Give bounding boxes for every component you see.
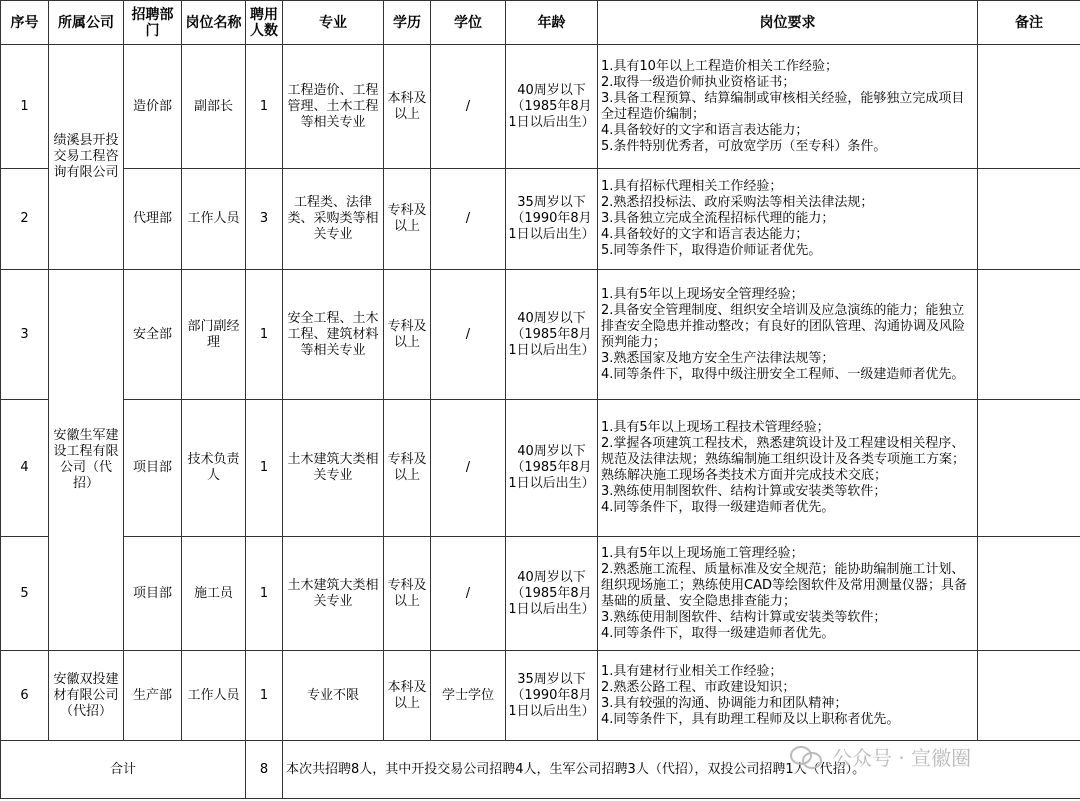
requirement-line: 1.具有招标代理相关工作经验； bbox=[601, 179, 783, 194]
cell-note bbox=[978, 651, 1080, 741]
cell-no: 6 bbox=[1, 651, 49, 741]
wechat-logo-icon bbox=[790, 744, 824, 770]
cell-requirements bbox=[598, 169, 978, 270]
cell-education: 专科及以上 bbox=[384, 270, 431, 400]
header-dept: 招聘部门 bbox=[124, 1, 182, 45]
cell-major: 专业不限 bbox=[283, 651, 384, 741]
cell-no: 1 bbox=[1, 45, 49, 169]
requirement-line: 5.条件特别优秀者，可放宽学历（至专科）条件。 bbox=[601, 138, 887, 154]
cell-age: 35周岁以下（1990年8月1日以后出生） bbox=[506, 651, 598, 741]
cell-no: 4 bbox=[1, 400, 49, 537]
cell-requirements bbox=[598, 45, 978, 169]
header-major: 专业 bbox=[283, 1, 384, 45]
cell-note bbox=[978, 270, 1080, 400]
cell-degree: / bbox=[431, 270, 506, 400]
requirement-line: 4.具备较好的文字和语言表达能力； bbox=[601, 227, 809, 242]
table-row bbox=[1, 270, 1080, 400]
cell-dept: 安全部 bbox=[124, 270, 182, 400]
cell-major: 土木建筑大类相关专业 bbox=[283, 400, 384, 537]
requirement-line: 2.具备安全管理制度、组织安全培训及应急演练的能力；能独立排查安全隐患并推动整改；有良好的团队管理、沟通协调及风险预判能力； bbox=[601, 302, 966, 350]
requirement-line: 4.具备较好的文字和语言表达能力； bbox=[601, 122, 809, 138]
cell-education: 本科及以上 bbox=[384, 651, 431, 741]
requirement-line: 3.熟练使用制图软件、结构计算或安装类等软件； bbox=[601, 609, 887, 625]
header-education: 学历 bbox=[384, 1, 431, 45]
cell-count: 1 bbox=[246, 537, 283, 651]
cell-position: 技术负责人 bbox=[182, 400, 246, 537]
cell-major: 土木建筑大类相关专业 bbox=[283, 537, 384, 651]
requirement-line: 1.具有建材行业相关工作经验； bbox=[601, 663, 783, 679]
requirement-line: 3.熟悉国家及地方安全生产法律法规等； bbox=[601, 350, 835, 366]
cell-count: 1 bbox=[246, 651, 283, 741]
cell-count: 1 bbox=[246, 45, 283, 169]
cell-major: 安全工程、土木工程、建筑材料等相关专业 bbox=[283, 270, 384, 400]
cell-age: 40周岁以下（1985年8月1日以后出生） bbox=[506, 45, 598, 169]
cell-age: 40周岁以下（1985年8月1日以后出生） bbox=[506, 537, 598, 651]
cell-count: 1 bbox=[246, 270, 283, 400]
cell-position: 施工员 bbox=[182, 537, 246, 651]
cell-requirements bbox=[598, 651, 978, 741]
cell-age: 35周岁以下（1990年8月1日以后出生） bbox=[506, 169, 598, 270]
table-row bbox=[1, 537, 1080, 651]
header-count: 聘用人数 bbox=[246, 1, 283, 45]
requirement-line: 4.同等条件下，取得一级建造师者优先。 bbox=[601, 500, 835, 515]
cell-requirements bbox=[598, 400, 978, 537]
cell-no: 3 bbox=[1, 270, 49, 400]
cell-degree: / bbox=[431, 169, 506, 270]
cell-age: 40周岁以下（1985年8月1日以后出生） bbox=[506, 270, 598, 400]
requirement-line: 4.同等条件下，具有助理工程师及以上职称者优先。 bbox=[601, 711, 900, 727]
cell-requirements bbox=[598, 270, 978, 400]
requirement-line: 1.具有5年以上现场施工管理经验； bbox=[601, 545, 804, 561]
requirement-line: 1.具有5年以上现场安全管理经验； bbox=[601, 286, 804, 302]
cell-dept: 造价部 bbox=[124, 45, 182, 169]
watermark-text: 公众号 · 宣徽圈 bbox=[832, 746, 972, 770]
requirement-line: 2.掌握各项建筑工程技术，熟悉建筑设计及工程建设相关程序、规范及法律法规；熟练编制施工组织设计及各类专项施工方案；熟练解决施工现场各类技术方面并完成技术交底； bbox=[601, 436, 966, 483]
cell-major: 工程造价、工程管理、土木工程等相关专业 bbox=[283, 45, 384, 169]
cell-major: 工程类、法律类、采购类等相关专业 bbox=[283, 169, 384, 270]
table-row bbox=[1, 169, 1080, 270]
cell-position: 副部长 bbox=[182, 45, 246, 169]
cell-note bbox=[978, 537, 1080, 651]
cell-education: 专科及以上 bbox=[384, 169, 431, 270]
header-company: 所属公司 bbox=[49, 1, 124, 45]
header-row bbox=[1, 1, 1080, 45]
requirement-line: 2.熟悉公路工程、市政建设知识； bbox=[601, 679, 796, 695]
cell-dept: 项目部 bbox=[124, 400, 182, 537]
total-label: 合计 bbox=[1, 741, 246, 799]
total-count: 8 bbox=[246, 741, 283, 799]
requirement-line: 2.取得一级造价师执业资格证书； bbox=[601, 74, 796, 90]
total-summary: 本次共招聘8人，其中开投交易公司招聘4人，生军公司招聘3人（代招），双投公司招聘1人（代招）。 bbox=[283, 741, 1080, 799]
cell-degree: / bbox=[431, 45, 506, 169]
requirement-line: 4.同等条件下，取得一级建造师者优先。 bbox=[601, 625, 835, 641]
cell-no: 2 bbox=[1, 169, 49, 270]
cell-education: 本科及以上 bbox=[384, 45, 431, 169]
watermark bbox=[790, 742, 971, 771]
table-row bbox=[1, 45, 1080, 169]
cell-dept: 项目部 bbox=[124, 537, 182, 651]
cell-dept: 生产部 bbox=[124, 651, 182, 741]
cell-company: 安徽双投建材有限公司（代招） bbox=[49, 651, 124, 741]
cell-count: 1 bbox=[246, 400, 283, 537]
requirement-line: 3.具备工程预算、结算编制或审核相关经验，能够独立完成项目全过程造价编制； bbox=[601, 90, 965, 122]
cell-count: 3 bbox=[246, 169, 283, 270]
cell-position: 工作人员 bbox=[182, 651, 246, 741]
header-age: 年龄 bbox=[506, 1, 598, 45]
header-position: 岗位名称 bbox=[182, 1, 246, 45]
cell-education: 专科及以上 bbox=[384, 537, 431, 651]
header-note: 备注 bbox=[978, 1, 1080, 45]
cell-note bbox=[978, 169, 1080, 270]
requirement-line: 1.具有10年以上工程造价相关工作经验； bbox=[601, 58, 838, 74]
cell-requirements bbox=[598, 537, 978, 651]
requirement-line: 3.具有较强的沟通、协调能力和团队精神； bbox=[601, 695, 848, 711]
requirement-line: 3.具备独立完成全流程招标代理的能力； bbox=[601, 211, 835, 226]
requirement-line: 5.同等条件下，取得造价师证者优先。 bbox=[601, 243, 822, 258]
requirement-line: 2.熟悉招投标法、政府采购法等相关法律法规； bbox=[601, 195, 874, 210]
cell-position: 部门副经理 bbox=[182, 270, 246, 400]
cell-age: 40周岁以下（1985年8月1日以后出生） bbox=[506, 400, 598, 537]
cell-dept: 代理部 bbox=[124, 169, 182, 270]
cell-education: 专科及以上 bbox=[384, 400, 431, 537]
cell-no: 5 bbox=[1, 537, 49, 651]
header-requirements: 岗位要求 bbox=[598, 1, 978, 45]
requirement-line: 1.具有5年以上现场工程技术管理经验； bbox=[601, 420, 830, 435]
cell-position: 工作人员 bbox=[182, 169, 246, 270]
cell-note bbox=[978, 400, 1080, 537]
cell-company: 安徽生军建设工程有限公司（代招） bbox=[49, 270, 124, 651]
table-row bbox=[1, 400, 1080, 537]
header-degree: 学位 bbox=[431, 1, 506, 45]
cell-company: 绩溪县开投交易工程咨询有限公司 bbox=[49, 45, 124, 270]
table-row bbox=[1, 651, 1080, 741]
requirement-line: 2.熟悉施工流程、质量标准及安全规范；能协助编制施工计划、组织现场施工；熟练使用CAD等绘图软件及常用测量仪器；具备基础的质量、安全隐患排查能力； bbox=[601, 561, 967, 609]
requirement-line: 3.熟练使用制图软件、结构计算或安装类等软件； bbox=[601, 484, 887, 499]
cell-degree: / bbox=[431, 537, 506, 651]
cell-note bbox=[978, 45, 1080, 169]
header-no: 序号 bbox=[1, 1, 49, 45]
cell-degree: 学士学位 bbox=[431, 651, 506, 741]
cell-degree: / bbox=[431, 400, 506, 537]
requirement-line: 4.同等条件下，取得中级注册安全工程师、一级建造师者优先。 bbox=[601, 366, 965, 382]
